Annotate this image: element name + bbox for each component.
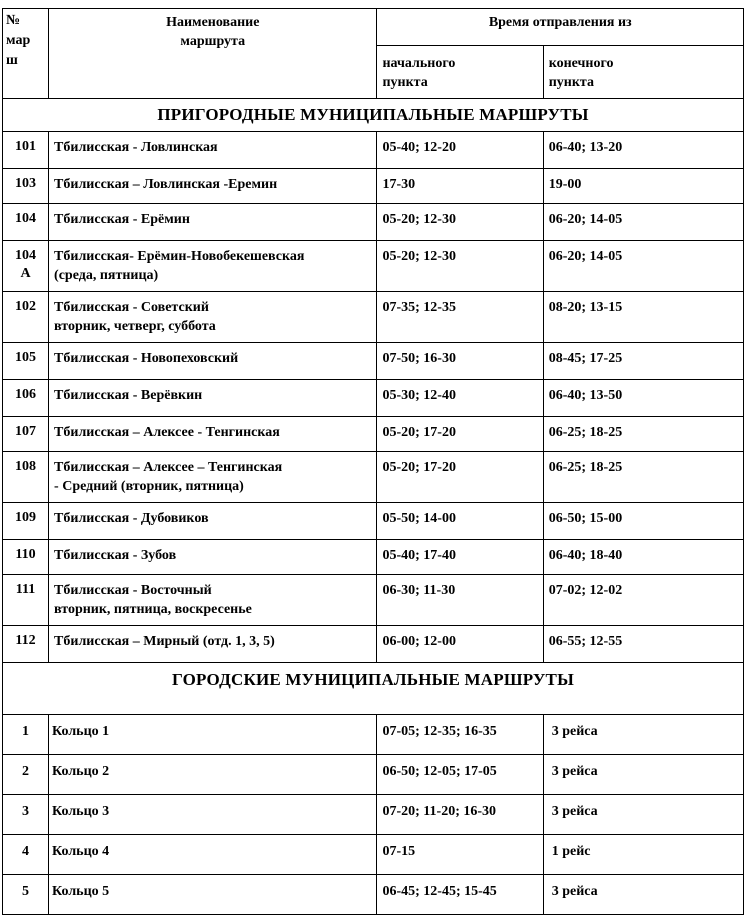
end-time: 06-25; 18-25	[543, 452, 743, 503]
departure-times: 07-15	[377, 835, 543, 875]
route-number: 104 А	[3, 241, 49, 292]
route-name: Тбилисская - Ловлинская	[49, 132, 377, 169]
header-end-point: конечного пункта	[543, 46, 743, 99]
start-time: 05-40; 12-20	[377, 132, 543, 169]
header-row	[3, 9, 744, 46]
section-row-suburban	[3, 99, 744, 132]
header-route-name: Наименование маршрута	[49, 9, 377, 99]
route-number: 4	[3, 835, 49, 875]
route-name: Тбилисская- Ерёмин-Новобекешевская (среда, пятница)	[49, 241, 377, 292]
table-row	[3, 204, 744, 241]
route-number: 105	[3, 343, 49, 380]
route-number: 2	[3, 755, 49, 795]
route-number: 104	[3, 204, 49, 241]
start-time: 17-30	[377, 169, 543, 204]
end-time: 06-40; 13-20	[543, 132, 743, 169]
table-row	[3, 795, 744, 835]
start-time: 05-20; 12-30	[377, 241, 543, 292]
route-name: Тбилисская - Зубов	[49, 540, 377, 575]
table-row	[3, 755, 744, 795]
route-name: Кольцо 2	[49, 755, 377, 795]
table-row	[3, 452, 744, 503]
trip-count: 3 рейса	[543, 755, 743, 795]
table-row	[3, 835, 744, 875]
end-time: 06-25; 18-25	[543, 417, 743, 452]
start-time: 06-00; 12-00	[377, 626, 543, 663]
route-number: 107	[3, 417, 49, 452]
section-title-city: ГОРОДСКИЕ МУНИЦИПАЛЬНЫЕ МАРШРУТЫ	[3, 663, 744, 715]
table-row	[3, 292, 744, 343]
route-name: Тбилисская – Мирный (отд. 1, 3, 5)	[49, 626, 377, 663]
route-number: 5	[3, 875, 49, 915]
start-time: 05-30; 12-40	[377, 380, 543, 417]
table-row	[3, 343, 744, 380]
route-name: Тбилисская - Дубовиков	[49, 503, 377, 540]
route-name: Тбилисская - Ерёмин	[49, 204, 377, 241]
table-row	[3, 540, 744, 575]
departure-times: 06-45; 12-45; 15-45	[377, 875, 543, 915]
schedule-table	[2, 8, 744, 915]
start-time: 06-30; 11-30	[377, 575, 543, 626]
table-row	[3, 875, 744, 915]
route-number: 102	[3, 292, 49, 343]
trip-count: 1 рейс	[543, 835, 743, 875]
header-departure-time: Время отправления из	[377, 9, 744, 46]
departure-times: 07-05; 12-35; 16-35	[377, 715, 543, 755]
table-row	[3, 626, 744, 663]
route-number: 1	[3, 715, 49, 755]
end-time: 06-50; 15-00	[543, 503, 743, 540]
route-number: 101	[3, 132, 49, 169]
end-time: 06-40; 13-50	[543, 380, 743, 417]
start-time: 05-40; 17-40	[377, 540, 543, 575]
start-time: 05-20; 12-30	[377, 204, 543, 241]
route-name: Тбилисская – Алексее - Тенгинская	[49, 417, 377, 452]
departure-times: 07-20; 11-20; 16-30	[377, 795, 543, 835]
end-time: 07-02; 12-02	[543, 575, 743, 626]
departure-times: 06-50; 12-05; 17-05	[377, 755, 543, 795]
route-name: Кольцо 4	[49, 835, 377, 875]
trip-count: 3 рейса	[543, 875, 743, 915]
end-time: 06-55; 12-55	[543, 626, 743, 663]
start-time: 05-20; 17-20	[377, 417, 543, 452]
table-row	[3, 575, 744, 626]
table-row	[3, 417, 744, 452]
route-number: 112	[3, 626, 49, 663]
route-name: Тбилисская - Новопеховский	[49, 343, 377, 380]
table-row	[3, 132, 744, 169]
table-row	[3, 715, 744, 755]
trip-count: 3 рейса	[543, 715, 743, 755]
table-row	[3, 380, 744, 417]
route-number: 103	[3, 169, 49, 204]
route-name: Тбилисская - Восточный вторник, пятница, воскресенье	[49, 575, 377, 626]
table-row	[3, 169, 744, 204]
header-start-point: начального пункта	[377, 46, 543, 99]
start-time: 07-50; 16-30	[377, 343, 543, 380]
end-time: 06-40; 18-40	[543, 540, 743, 575]
route-number: 3	[3, 795, 49, 835]
route-name: Тбилисская – Ловлинская -Еремин	[49, 169, 377, 204]
route-name: Кольцо 3	[49, 795, 377, 835]
start-time: 05-50; 14-00	[377, 503, 543, 540]
route-name: Тбилисская - Советский вторник, четверг, суббота	[49, 292, 377, 343]
route-number: 109	[3, 503, 49, 540]
trip-count: 3 рейса	[543, 795, 743, 835]
route-name: Тбилисская - Верёвкин	[49, 380, 377, 417]
route-number: 106	[3, 380, 49, 417]
end-time: 08-20; 13-15	[543, 292, 743, 343]
route-name: Кольцо 1	[49, 715, 377, 755]
route-number: 111	[3, 575, 49, 626]
section-title-suburban: ПРИГОРОДНЫЕ МУНИЦИПАЛЬНЫЕ МАРШРУТЫ	[3, 99, 744, 132]
header-route-number: № мар ш	[3, 9, 49, 99]
section-row-city	[3, 663, 744, 715]
end-time: 06-20; 14-05	[543, 241, 743, 292]
route-name: Кольцо 5	[49, 875, 377, 915]
end-time: 08-45; 17-25	[543, 343, 743, 380]
route-name: Тбилисская – Алексее – Тенгинская - Средний (вторник, пятница)	[49, 452, 377, 503]
table-row	[3, 503, 744, 540]
route-number: 110	[3, 540, 49, 575]
route-number: 108	[3, 452, 49, 503]
start-time: 05-20; 17-20	[377, 452, 543, 503]
end-time: 06-20; 14-05	[543, 204, 743, 241]
start-time: 07-35; 12-35	[377, 292, 543, 343]
end-time: 19-00	[543, 169, 743, 204]
table-row	[3, 241, 744, 292]
